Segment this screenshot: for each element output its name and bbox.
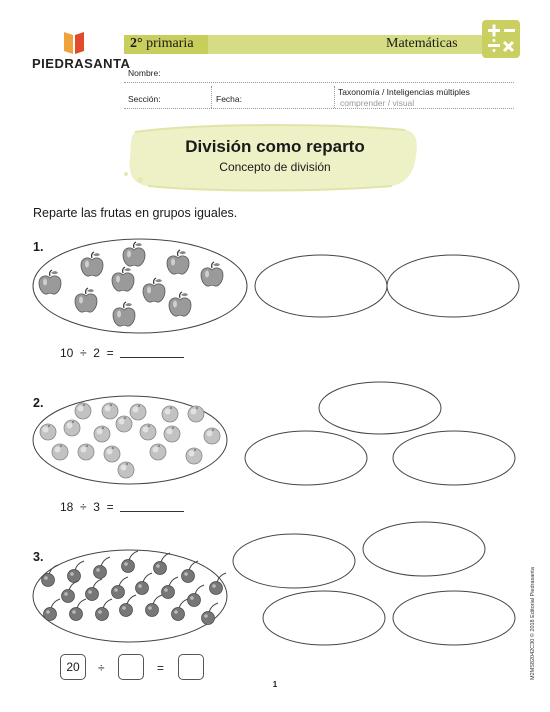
page-number: 1 — [272, 680, 278, 689]
logo-book-icon — [62, 30, 86, 56]
orange-icon — [78, 444, 94, 460]
orange-icon — [40, 424, 56, 440]
taxonomy-label: Taxonomía / Inteligencias múltiples — [338, 87, 470, 97]
orange-icon — [94, 426, 110, 442]
orange-icon — [204, 428, 220, 444]
orange-icon — [102, 403, 118, 419]
group-circle[interactable] — [232, 533, 362, 591]
subject-label: Matemáticas — [386, 36, 458, 51]
exercise-3-fruit-set — [30, 548, 230, 644]
page-title: División como reparto — [185, 137, 365, 156]
brand-logo-text: PIEDRASANTA — [32, 56, 131, 71]
math-operations-icon — [482, 20, 520, 58]
orange-icon — [64, 420, 80, 436]
orange-icon — [150, 444, 166, 460]
equation-1: 10 ÷ 2 = — [60, 346, 114, 360]
answer-blank[interactable] — [120, 357, 184, 358]
date-label: Fecha: — [216, 94, 242, 104]
exercise-number: 2. — [33, 396, 44, 410]
group-circle[interactable] — [392, 430, 522, 488]
dividend-box: 20 — [60, 654, 86, 680]
exercise-number: 1. — [33, 240, 44, 254]
group-circle[interactable] — [244, 430, 374, 488]
exercise-2-fruit-set — [30, 394, 230, 486]
grade-label: 2° primaria — [130, 36, 194, 51]
orange-icon — [130, 404, 146, 420]
field-divider — [211, 86, 212, 108]
group-circle[interactable] — [362, 521, 492, 579]
field-divider — [334, 86, 335, 108]
answer-blank[interactable] — [120, 511, 184, 512]
section-label: Sección: — [128, 94, 161, 104]
taxonomy-value: comprender / visual — [340, 98, 415, 108]
divisor-box[interactable] — [118, 654, 144, 680]
equals-sign: = — [157, 661, 165, 675]
group-circle[interactable] — [392, 590, 522, 648]
instruction-text: Reparte las frutas en grupos iguales. — [33, 206, 238, 220]
orange-icon — [75, 403, 91, 419]
orange-icon — [140, 424, 156, 440]
name-label: Nombre: — [128, 68, 161, 78]
group-circle[interactable] — [318, 380, 448, 436]
group-circle[interactable] — [386, 253, 526, 319]
orange-icon — [186, 448, 202, 464]
group-circle[interactable] — [262, 590, 392, 648]
side-copyright: M2MS82042C30 © 2018 Editorial Piedrasanta — [530, 567, 536, 680]
orange-icon — [188, 406, 204, 422]
exercise-1-fruit-set — [30, 236, 250, 336]
orange-icon — [118, 462, 134, 478]
orange-icon — [52, 444, 68, 460]
result-box[interactable] — [178, 654, 204, 680]
orange-icon — [164, 426, 180, 442]
page-subtitle: Concepto de división — [219, 160, 331, 174]
orange-icon — [116, 416, 132, 432]
orange-icon — [104, 446, 120, 462]
division-sign: ÷ — [98, 661, 105, 675]
exercise-number: 3. — [33, 550, 44, 564]
equation-2: 18 ÷ 3 = — [60, 500, 114, 514]
name-field[interactable] — [124, 82, 514, 83]
orange-icon — [162, 406, 178, 422]
section-date-field[interactable] — [124, 108, 514, 109]
group-circle[interactable] — [254, 253, 394, 319]
